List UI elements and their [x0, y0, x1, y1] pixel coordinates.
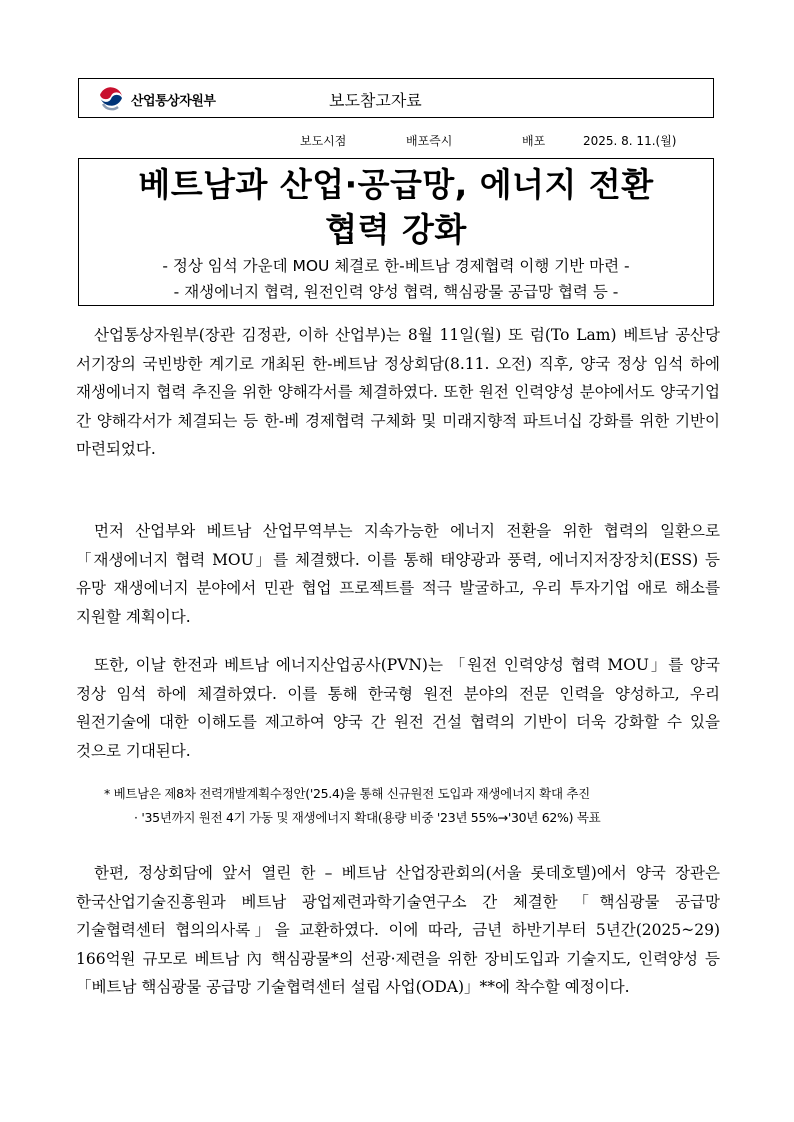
headline-line-2: 협력 강화: [325, 210, 467, 249]
release-time-label: 보도시점: [300, 134, 347, 148]
subtitle-2: - 재생에너지 협력, 원전인력 양성 협력, 핵심광물 공급망 협력 등 -: [173, 283, 619, 301]
body-paragraph-2: 먼저 산업부와 베트남 산업무역부는 지속가능한 에너지 전환을 위한 협력의 일환으로 「재생에너지 협력 MOU」를 체결했다. 이를 통해 태양광과 풍력, 에너지저장장치(ESS) 등 유망 재생에너지 분야에서 민관 협업 프로젝트를 적극 발굴하고, 우리 투자기업 애로 해소를 지원할 계획이다.: [76, 522, 720, 626]
ministry-name: 산업통상자원부: [131, 94, 216, 109]
distribution-date: 2025. 8. 11.(월): [583, 134, 677, 148]
footnote-2: · '35년까지 원전 4기 가동 및 재생에너지 확대(용량 비중 '23년 55%→'30년 62%) 목표: [134, 810, 601, 825]
subtitle-1: - 정상 임석 가운데 MOU 체결로 한-베트남 경제협력 이행 기반 마련 -: [162, 257, 630, 275]
body-paragraph-4: 한편, 정상회담에 앞서 열린 한 – 베트남 산업장관회의(서울 롯데호텔)에서 양국 장관은 한국산업기술진흥원과 베트남 광업제련과학기술연구소 간 체결한 「핵심광물 공급망 기술협력센터 협의의사록」을 교환하였다. 이에 따라, 금년 하반기부터 5년간(2025~29) 166억원 규모로 베트남 內 핵심광물*의 선광·제련을 위한 장비도입과 기술지도, 인력양성 등 「베트남 핵심광물 공급망 기술협력센터 설립 사업(ODA)」**에 착수할 예정이다.: [76, 864, 720, 996]
taegeuk-emblem-icon: [97, 84, 125, 112]
body-paragraph-1: 산업통상자원부(장관 김정관, 이하 산업부)는 8월 11일(월) 또 럼(To Lam) 베트남 공산당 서기장의 국빈방한 계기로 개최된 한-베트남 정상회담(8.11. 오전) 직후, 양국 정상 임석 하에 재생에너지 협력 추진을 위한 양해각서를 체결하였다. 또한 원전 인력양성 분야에서도 양국기업 간 양해각서가 체결되는 등 한-베 경제협력 구체화 및 미래지향적 파트너십 강화를 위한 기반이 마련되었다.: [76, 326, 720, 458]
footnote-1: * 베트남은 제8차 전력개발계획수정안('25.4)을 통해 신규원전 도입과 재생에너지 확대 추진: [104, 786, 590, 801]
headline-line-1: 베트남과 산업·공급망, 에너지 전환: [138, 165, 654, 204]
body-paragraph-3: 또한, 이날 한전과 베트남 에너지산업공사(PVN)는 「원전 인력양성 협력 MOU」를 양국 정상 임석 하에 체결하였다. 이를 통해 한국형 원전 분야의 전문 인력을 양성하고, 우리 원전기술에 대한 이해도를 제고하여 양국 간 원전 건설 협력의 기반이 더욱 강화할 수 있을 것으로 기대된다.: [76, 656, 720, 760]
release-time-value: 배포즉시: [406, 134, 453, 148]
document-type: 보도참고자료: [329, 91, 422, 110]
header-box: [78, 78, 714, 118]
title-box: [78, 158, 714, 306]
distribution-label: 배포: [522, 134, 546, 148]
